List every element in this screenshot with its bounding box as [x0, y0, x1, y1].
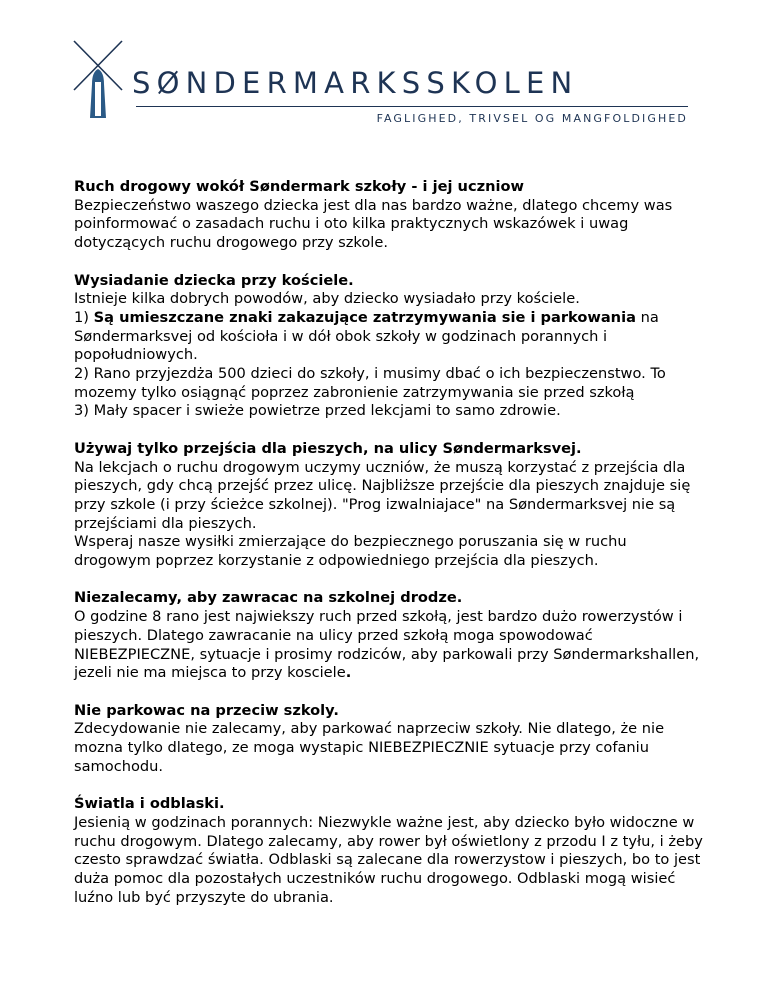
- section-title: Niezalecamy, aby zawracac na szkolnej drodze.: [74, 589, 463, 607]
- letter-body: [74, 178, 704, 926]
- section-title: Ruch drogowy wokół Søndermark szkoły - i jej uczniow: [74, 178, 524, 195]
- section-text: Wsperaj nasze wysiłki zmierzające do bezpiecznego poruszania się w ruchu drogowym poprzez korzystanie z odpowiedniego przejścia dla pieszych.: [74, 533, 627, 570]
- section-parking: [74, 702, 704, 777]
- reason-text: na Søndermarksvej od kościoła i w dół obok szkoły w godzinach porannych i popołudniowych.: [74, 308, 659, 364]
- section-text: Zdecydowanie nie zalecamy, aby parkować naprzeciw szkoły. Nie dlatego, że nie mozna tylko dlatego, ze moga wystapic NIEBEZPIECZNIE sytuacje przy cofaniu samochodu.: [74, 720, 665, 775]
- section-title: Używaj tylko przejścia dla pieszych, na ulicy Søndermarksvej.: [74, 439, 582, 457]
- section-text-end: .: [345, 664, 352, 682]
- school-name: SØNDERMARKSSKOLEN: [132, 66, 579, 100]
- section-crossing: [74, 440, 704, 571]
- school-header: [70, 38, 695, 128]
- section-u-turn: [74, 589, 704, 683]
- section-text: Na lekcjach o ruchu drogowym uczymy uczniów, że muszą korzystać z przejścia dla pieszych, gdy chcą przejść przez ulicę. Najbliższe przejście dla pieszych znajduje się przy szkole (i przy ścieżce szkolnej). "Prog izwalniajace" na Søndermarksvej nie są przejściami dla pieszych.: [74, 458, 691, 532]
- reason-3: 3) Mały spacer i swieże powietrze przed lekcjami to samo zdrowie.: [74, 402, 561, 420]
- section-lights: [74, 795, 704, 907]
- section-text: Bezpieczeństwo waszego dziecka jest dla nas bardzo ważne, dlatego chcemy was poinformować o zasadach ruchu i oto kilka praktycznych wskazówek i uwag dotyczących ruchu drogowego przy szkole.: [74, 196, 673, 252]
- reason-number: 1): [74, 308, 94, 326]
- reason-emphasis: Są umieszczane znaki zakazujące zatrzymywania sie i parkowania: [93, 308, 636, 326]
- section-text-body: O godzine 8 rano jest najwiekszy ruch przed szkołą, jest bardzo dużo rowerzystów i pieszych. Dlatego zawracanie na ulicy przed szkołą moga spowodować NIEBEZPIECZNE, sytuacje i prosimy rodziców, aby parkowali przy Søndermarkshallen, jezeli nie ma miejsca to przy kosciele: [74, 608, 700, 682]
- section-drop-off: [74, 272, 704, 422]
- section-text: Jesienią w godzinach porannych: Niezwykle ważne jest, aby dziecko było widoczne w ruchu drogowym. Dlatego zalecamy, aby rower był oświetlony z przodu I z tyłu, i żeby czesto sprawdzać światła. Odblaski są zalecane dla rowerzystow i pieszych, bo to jest duża pomoc dla pozostałych uczestników ruchu drogowego. Odblaski mogą wisieć luźno lub być przyszyte do ubrania.: [74, 813, 703, 906]
- section-text: Istnieje kilka dobrych powodów, aby dziecko wysiadało przy kościele.: [74, 290, 580, 308]
- reason-1: [74, 309, 704, 365]
- section-title: Światla i odblaski.: [74, 795, 225, 813]
- reason-2: 2) Rano przyjezdża 500 dzieci do szkoły, i musimy dbać o ich bezpieczenstwo. To mozemy tylko osiągnąć poprzez zabronienie zatrzymywania sie przed szkołą: [74, 365, 666, 401]
- section-intro: [74, 178, 704, 253]
- windmill-logo-icon: [70, 38, 132, 118]
- school-tagline: FAGLIGHED, TRIVSEL OG MANGFOLDIGHED: [376, 112, 688, 125]
- section-title: Wysiadanie dziecka przy kościele.: [74, 271, 354, 289]
- header-divider: [136, 106, 688, 107]
- section-title: Nie parkowac na przeciw szkoly.: [74, 701, 339, 719]
- section-text: [74, 608, 704, 683]
